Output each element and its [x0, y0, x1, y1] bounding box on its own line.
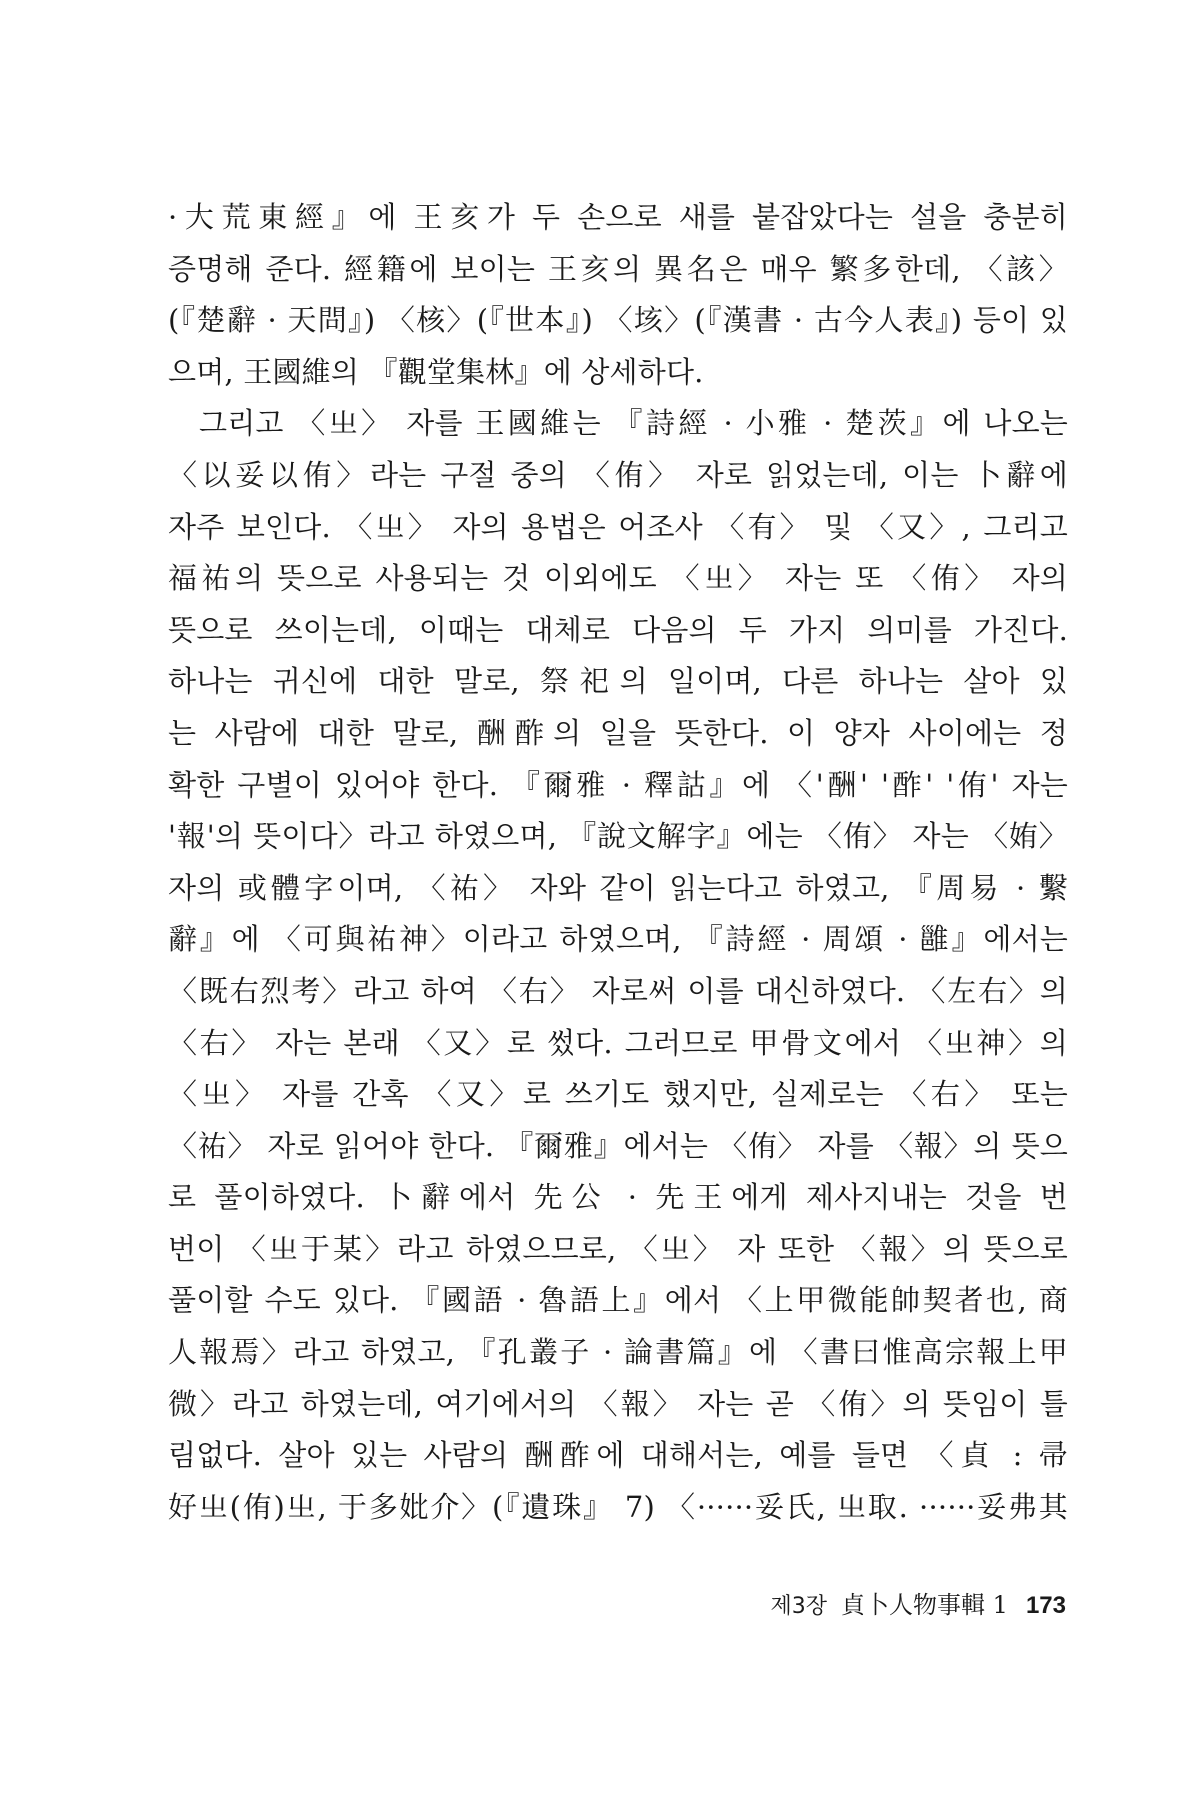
text-line-11: 는 사람에 대한 말로, 酬酢의 일을 뜻한다. 이 양자 사이에는 정	[168, 715, 1068, 750]
text-line-6: 〈以妥以侑〉라는 구절 중의 〈侑〉 자로 읽었는데, 이는 卜辭에	[168, 457, 1068, 492]
body-text	[168, 192, 1068, 1533]
text-line-14: 자의 或體字이며, 〈祐〉 자와 같이 읽는다고 하였고, 『周易 · 繫	[168, 870, 1068, 905]
text-line-5: 그리고 〈㞢〉 자를 王國維는 『詩經 · 小雅 · 楚茨』에 나오는	[199, 406, 1068, 441]
text-line-23: 人報焉〉라고 하였고, 『孔叢子 · 論書篇』에 〈書曰惟高宗報上甲	[168, 1335, 1068, 1370]
text-line-8: 福祐의 뜻으로 사용되는 것 이외에도 〈㞢〉 자는 또 〈侑〉 자의	[168, 561, 1068, 596]
text-line-9: 뜻으로 쓰이는데, 이때는 대체로 다음의 두 가지 의미를 가진다.	[168, 612, 1068, 647]
chapter-label: 제3장	[770, 1594, 828, 1619]
text-line-7: 자주 보인다. 〈㞢〉 자의 용법은 어조사 〈有〉 및 〈又〉, 그리고	[168, 509, 1068, 544]
text-line-3: (『楚辭 · 天問』) 〈核〉(『世本』) 〈垓〉(『漢書 · 古今人表』) 등이 있	[168, 303, 1068, 338]
text-line-26: 好㞢(侑)㞢, 于多妣介〉(『遺珠』 7) 〈······妥氏, 㞢取. ······妥弗其	[168, 1489, 1068, 1524]
text-line-21: 번이 〈㞢于某〉라고 하였으므로, 〈㞢〉 자 또한 〈報〉의 뜻으로	[168, 1231, 1068, 1266]
text-line-10: 하나는 귀신에 대한 말로, 祭祀의 일이며, 다른 하나는 살아 있	[168, 664, 1068, 699]
text-line-20: 로 풀이하였다. 卜辭에서 先公 · 先王에게 제사지내는 것을 번	[168, 1180, 1068, 1215]
text-line-4: 으며, 王國維의 『觀堂集林』에 상세하다.	[168, 354, 704, 389]
text-line-19: 〈祐〉 자로 읽어야 한다. 『爾雅』에서는 〈侑〉 자를 〈報〉의 뜻으	[168, 1128, 1068, 1163]
text-line-18: 〈㞢〉 자를 간혹 〈又〉로 쓰기도 했지만, 실제로는 〈右〉 또는	[168, 1077, 1068, 1112]
chapter-title: 貞卜人物事輯 1	[841, 1591, 1008, 1619]
text-line-22: 풀이할 수도 있다. 『國語 · 魯語上』에서 〈上甲微能帥契者也, 商	[168, 1283, 1068, 1318]
text-line-17: 〈右〉 자는 본래 〈又〉로 썼다. 그러므로 甲骨文에서 〈㞢神〉의	[168, 1025, 1068, 1060]
page-number: 173	[1025, 1592, 1066, 1619]
text-line-15: 辭』에 〈可與祐神〉이라고 하였으며, 『詩經 · 周頌 · 雝』에서는	[168, 922, 1068, 957]
text-line-1: ·大荒東經』에 王亥가 두 손으로 새를 붙잡았다는 설을 충분히	[168, 200, 1068, 234]
text-line-12: 확한 구별이 있어야 한다. 『爾雅 · 釋詁』에 〈'酬' '酢' '侑' 자는	[168, 767, 1068, 802]
text-line-2: 증명해 준다. 經籍에 보이는 王亥의 異名은 매우 繁多한데, 〈該〉	[168, 251, 1068, 286]
text-line-13: '報'의 뜻이다〉라고 하였으며, 『說文解字』에는 〈侑〉 자는 〈姷〉	[168, 819, 1068, 854]
text-line-25: 림없다. 살아 있는 사람의 酬酢에 대해서는, 예를 들면 〈貞 : 帚	[168, 1438, 1068, 1473]
running-footer	[771, 1585, 1066, 1620]
text-line-24: 微〉라고 하였는데, 여기에서의 〈報〉 자는 곧 〈侑〉의 뜻임이 틀	[168, 1386, 1068, 1421]
text-line-16: 〈既右烈考〉라고 하여 〈右〉 자로써 이를 대신하였다. 〈左右〉의	[168, 973, 1068, 1008]
